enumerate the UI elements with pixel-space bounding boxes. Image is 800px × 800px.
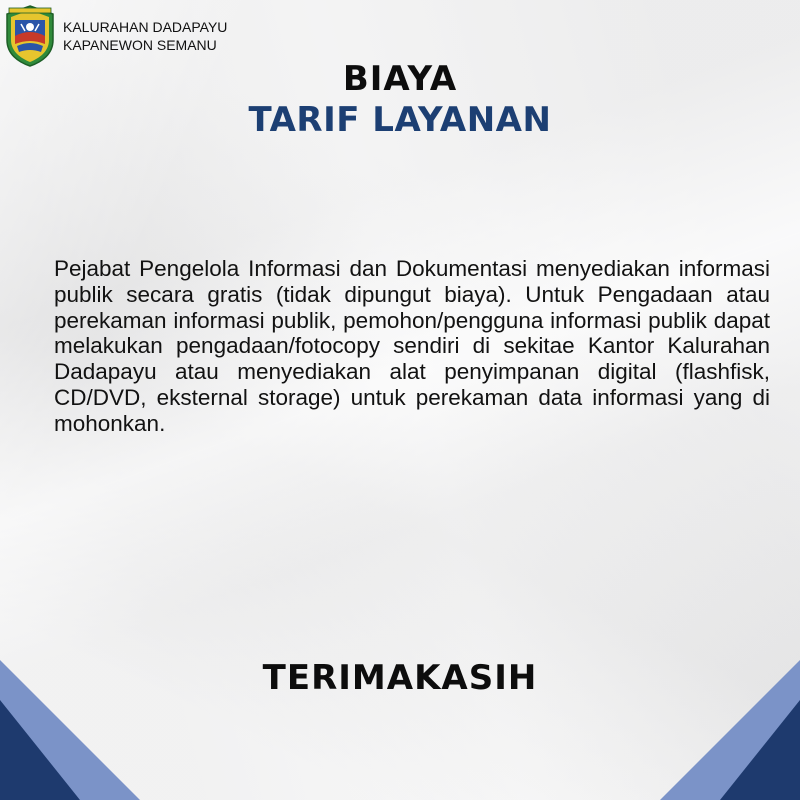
org-name: KALURAHAN DADAPAYU bbox=[63, 19, 228, 35]
org-district: KAPANEWON SEMANU bbox=[63, 37, 217, 53]
corner-decoration-right-dark bbox=[720, 700, 800, 800]
body-paragraph: Pejabat Pengelola Informasi dan Dokumentasi menyediakan informasi publik secara gratis (tidak dipungut biaya). Untuk Pengadaan atau perekaman informasi publik, pemohon/pengguna informasi publik dapat melakukan pengadaan/fotocopy sendiri di sekitae Kantor Kalurahan Dadapayu atau menyediakan alat penyimpanan digital (flashfisk, CD/DVD, eksternal storage) untuk perekaman data informasi yang di mohonkan. bbox=[54, 256, 770, 436]
corner-decoration-left-dark bbox=[0, 700, 80, 800]
page-title: BIAYA bbox=[342, 59, 458, 99]
closing-text: TERIMAKASIH bbox=[262, 658, 538, 698]
page-subtitle: TARIF LAYANAN bbox=[248, 100, 552, 140]
